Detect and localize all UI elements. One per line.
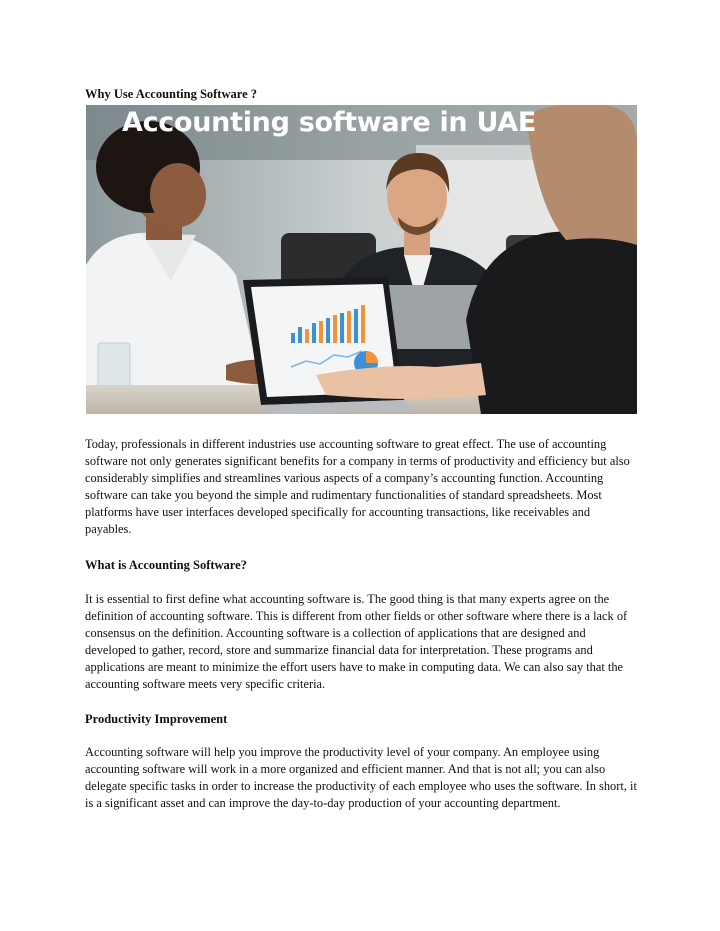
section-paragraph-productivity: Accounting software will help you improve the productivity level of your company. An employee using accounting software will work in a more organized and efficient manner. And that is not all; you can also delegate specific tasks in order to increase the productivity of each employee who uses the software. In short, it is a significant asset and can improve the day-to-day production of your accounting department. — [85, 745, 637, 811]
section-paragraph-what-is: It is essential to first define what accounting software is. The good thing is that many experts agree on the definition of accounting software. This is different from other fields or other software where there is a lack of consensus on the definition. Accounting software is a collection of applications that are designed and developed to gather, record, store and summarize financial data for interpretation. These programs and applications are meant to minimize the effort users have to make in computing data. We can also say that the accounting software meets very specific criteria. — [85, 592, 628, 692]
section-paragraph-why: Today, professionals in different industries use accounting software to great effect. The use of accounting software not only generates significant benefits for a company in terms of productivity and efficiency but also considerably simplifies and streamlines various aspects of a company’s accounting function. Accounting software can take you beyond the simple and rudimentary functionalities of standard spreadsheets. Most platforms have user interfaces developed specifically for accounting transactions, like receivables and payables. — [85, 437, 630, 537]
section-heading-why: Why Use Accounting Software ? — [85, 87, 257, 101]
section-heading-productivity: Productivity Improvement — [85, 712, 228, 726]
hero-image — [86, 105, 637, 414]
hero-image-title: Accounting software in UAE — [122, 107, 536, 138]
section-heading-what-is: What is Accounting Software? — [85, 558, 247, 572]
office-meeting-illustration — [86, 105, 637, 414]
